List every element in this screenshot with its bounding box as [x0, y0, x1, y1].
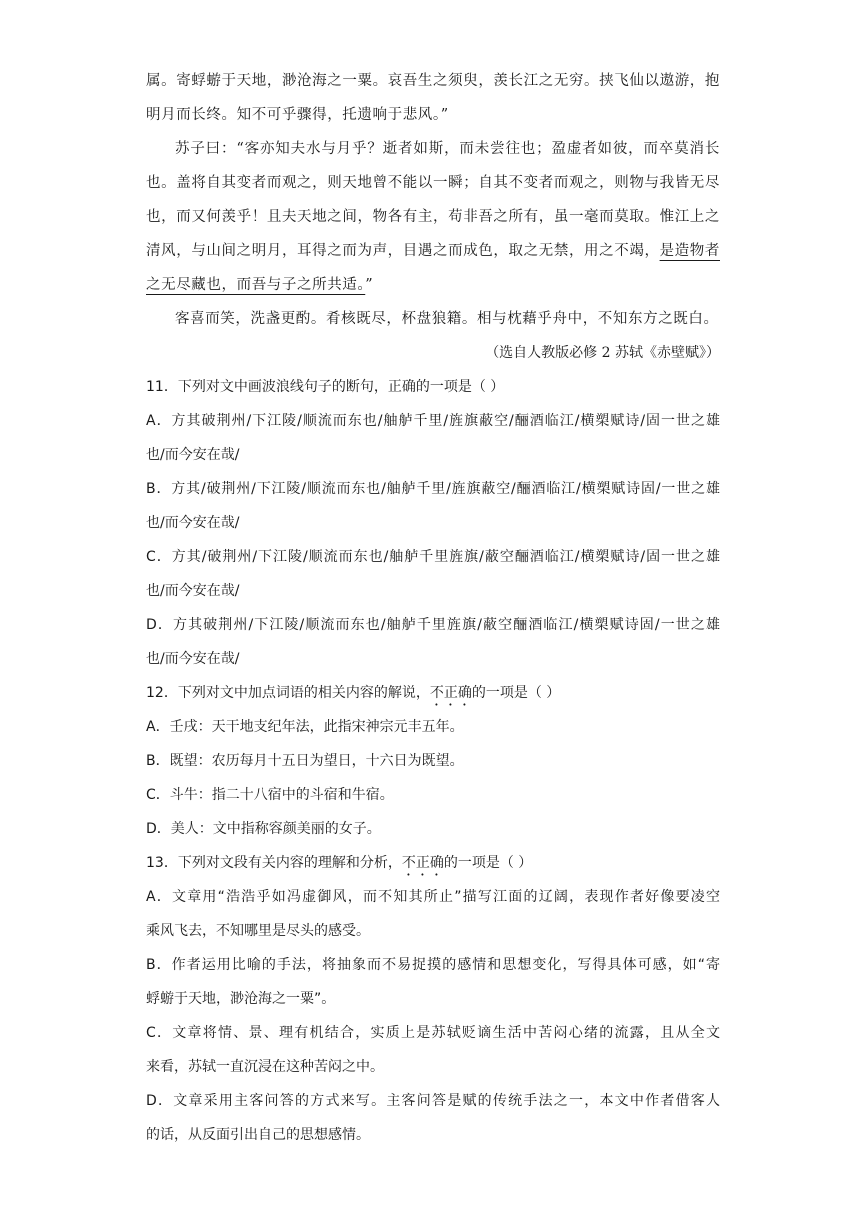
q13-option-c: C．文章将情、景、理有机结合，实质上是苏轼贬谪生活中苦闷心绪的流露，且从全文	[146, 1025, 720, 1041]
q11-option-c-cont: 也/而今安在哉/	[146, 583, 240, 599]
q13-option-a: A．文章用“浩浩乎如冯虚御风，而不知其所止”描写江面的辽阔，表现作者好像要凌空	[146, 889, 720, 905]
emphasis-dotted-text: 不正确	[429, 685, 472, 701]
stem-text: 的一项是（ ）	[471, 685, 561, 701]
q11-option-c: C．方其/破荆州/下江陵/顺流而东也/舳舻千里旌旗/蔽空酾酒临江/横槊赋诗/固一世之雄	[146, 549, 720, 565]
question-13-stem	[146, 846, 720, 880]
stem-text: 13．下列对文段有关内容的理解和分析，	[146, 855, 402, 871]
passage-line: 属。寄蜉蝣于天地，渺沧海之一粟。哀吾生之须臾，羡长江之无穷。挟飞仙以遨游，抱	[146, 73, 720, 89]
passage-line: 客喜而笑，洗盏更酌。肴核既尽，杯盘狼籍。相与枕藉乎舟中，不知东方之既白。	[175, 311, 719, 327]
questions	[146, 370, 720, 1152]
q11-option-a-cont: 也/而今安在哉/	[146, 447, 240, 463]
q13-option-a-cont: 乘风飞去，不知哪里是尽头的感受。	[146, 923, 370, 939]
passage-line	[146, 234, 720, 268]
q13-option-c-cont: 来看，苏轼一直沉浸在这种苦闷之中。	[146, 1059, 384, 1075]
passage-line: 明月而长终。知不可乎骤得，托遗响于悲风。”	[146, 107, 449, 123]
passage-text	[146, 64, 720, 370]
q11-option-d: D．方其破荆州/下江陵/顺流而东也/舳舻千里旌旗/蔽空酾酒临江/横槊赋诗固/一世之雄	[146, 617, 720, 633]
underlined-sentence: 是造物者	[659, 243, 720, 259]
passage-line: 也。盖将自其变者而观之，则天地曾不能以一瞬；自其不变者而观之，则物与我皆无尽	[146, 175, 720, 191]
stem-text: 的一项是（ ）	[443, 855, 533, 871]
question-12-stem	[146, 676, 720, 710]
q12-option-a: A．壬戌：天干地支纪年法，此指宋神宗元丰五年。	[146, 719, 464, 735]
emphasis-dotted-text: 不正确	[401, 855, 444, 871]
stem-text: 12．下列对文中加点词语的相关内容的解说，	[146, 685, 430, 701]
q13-option-d-cont: 的话，从反面引出自己的思想感情。	[146, 1127, 370, 1143]
passage-line	[146, 268, 720, 302]
q13-option-b-cont: 蜉蝣于天地，渺沧海之一粟”。	[146, 991, 336, 1007]
passage-line: 也，而又何羡乎！且夫天地之间，物各有主，苟非吾之所有，虽一毫而莫取。惟江上之	[146, 209, 720, 225]
q12-option-b: B．既望：农历每月十五日为望日，十六日为既望。	[146, 753, 464, 769]
passage-source: （选自人教版必修 2 苏轼《赤壁赋》）	[485, 345, 720, 361]
q11-option-b-cont: 也/而今安在哉/	[146, 515, 240, 531]
q12-option-d: D．美人：文中指称容颜美丽的女子。	[146, 821, 381, 837]
q13-option-b: B．作者运用比喻的手法，将抽象而不易捉摸的感情和思想变化，写得具体可感，如“寄	[146, 957, 720, 973]
underlined-sentence: 之无尽藏也，而吾与子之所共适。	[146, 277, 366, 293]
q11-option-b: B．方其/破荆州/下江陵/顺流而东也/舳舻千里/旌旗蔽空/酾酒临江/横槊赋诗固/一世之雄	[146, 481, 720, 497]
q13-option-d: D．文章采用主客问答的方式来写。主客问答是赋的传统手法之一，本文中作者借客人	[146, 1093, 720, 1109]
question-11-stem: 11．下列对文中画波浪线句子的断句，正确的一项是（ ）	[146, 379, 505, 395]
passage-line-text: 清风，与山间之明月，耳得之而为声，目遇之而成色，取之无禁，用之不竭，	[146, 243, 660, 259]
q11-option-a: A．方其破荆州/下江陵/顺流而东也/舳舻千里/旌旗蔽空/酾酒临江/横槊赋诗/固一世之雄	[146, 413, 720, 429]
closing-quote: ”	[365, 277, 374, 293]
passage-line: 苏子曰：“客亦知夫水与月乎？逝者如斯，而未尝往也；盈虚者如彼，而卒莫消长	[175, 141, 720, 157]
q11-option-d-cont: 也/而今安在哉/	[146, 651, 240, 667]
q12-option-c: C．斗牛：指二十八宿中的斗宿和牛宿。	[146, 787, 394, 803]
